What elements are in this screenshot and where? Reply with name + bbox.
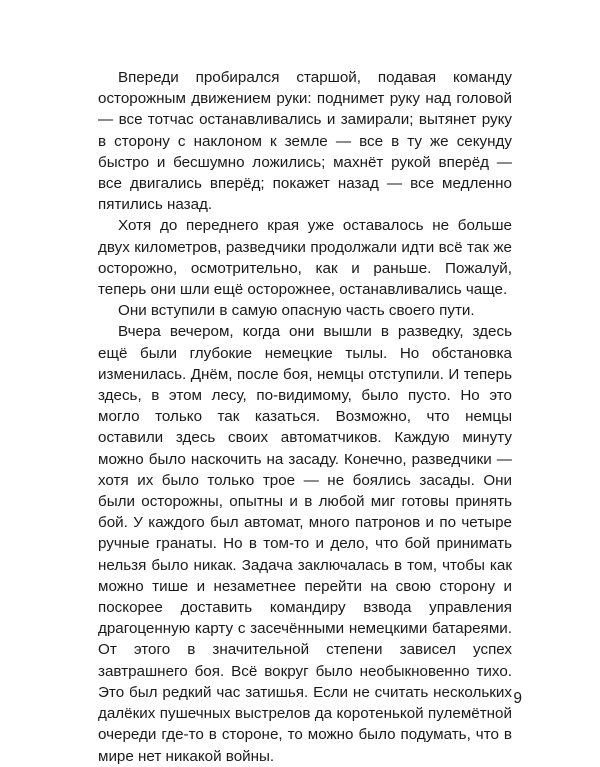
paragraph: Впереди пробирался старшой, подавая команду осторожным движением руки: поднимет руку над головой — все тотчас останавливались и замирали; вытянет руку в сторону с наклоном к земле — все в ту же секунду быстро и бесшумно ложились; махнёт рукой вперёд — все двигались вперёд; покажет назад — все медленно пятились назад. <box>98 69 512 214</box>
paragraph: Они вступили в самую опасную часть своего пути. <box>118 302 475 320</box>
paragraph: Вчера вечером, когда они вышли в разведку, здесь ещё были глубокие немецкие тылы. Но обстановка изменилась. Днём, после боя, немцы отступили. И теперь здесь, в этом лесу, по-видимому, было пусто. Но это могло только так казаться. Возможно, что немцы оставили здесь своих автоматчиков. Каждую минуту можно было наскочить на засаду. Конечно, разведчики — хотя их было только трое — не боялись засады. Они были осторожны, опытны и в любой миг готовы принять бой. У каждого был автомат, много патронов и по четыре ручные гранаты. Но в том-то и дело, что бой принимать нельзя было никак. Задача заключалась в том, чтобы как можно тише и незаметнее перейти на свою сторону и поскорее доставить командиру взвода управления драгоценную карту с засечёнными немецкими батареями. От этого в значительной степени зависел успех завтрашнего боя. Всё вокруг было необыкновенно тихо. Это был редкий час затишья. Если не считать нескольких далёких пушечных выстрелов да коротенькой пулемётной очереди где-то в стороне, то можно было подумать, что в мире нет никакой войны. <box>98 323 512 765</box>
body-text <box>98 67 512 767</box>
page-number: 9 <box>513 690 522 707</box>
paragraph: Хотя до переднего края уже оставалось не больше двух километров, разведчики продолжали идти всё так же осторожно, осмотрительно, как и раньше. Пожалуй, теперь они шли ещё осторожнее, останавливались чаще. <box>98 217 512 299</box>
